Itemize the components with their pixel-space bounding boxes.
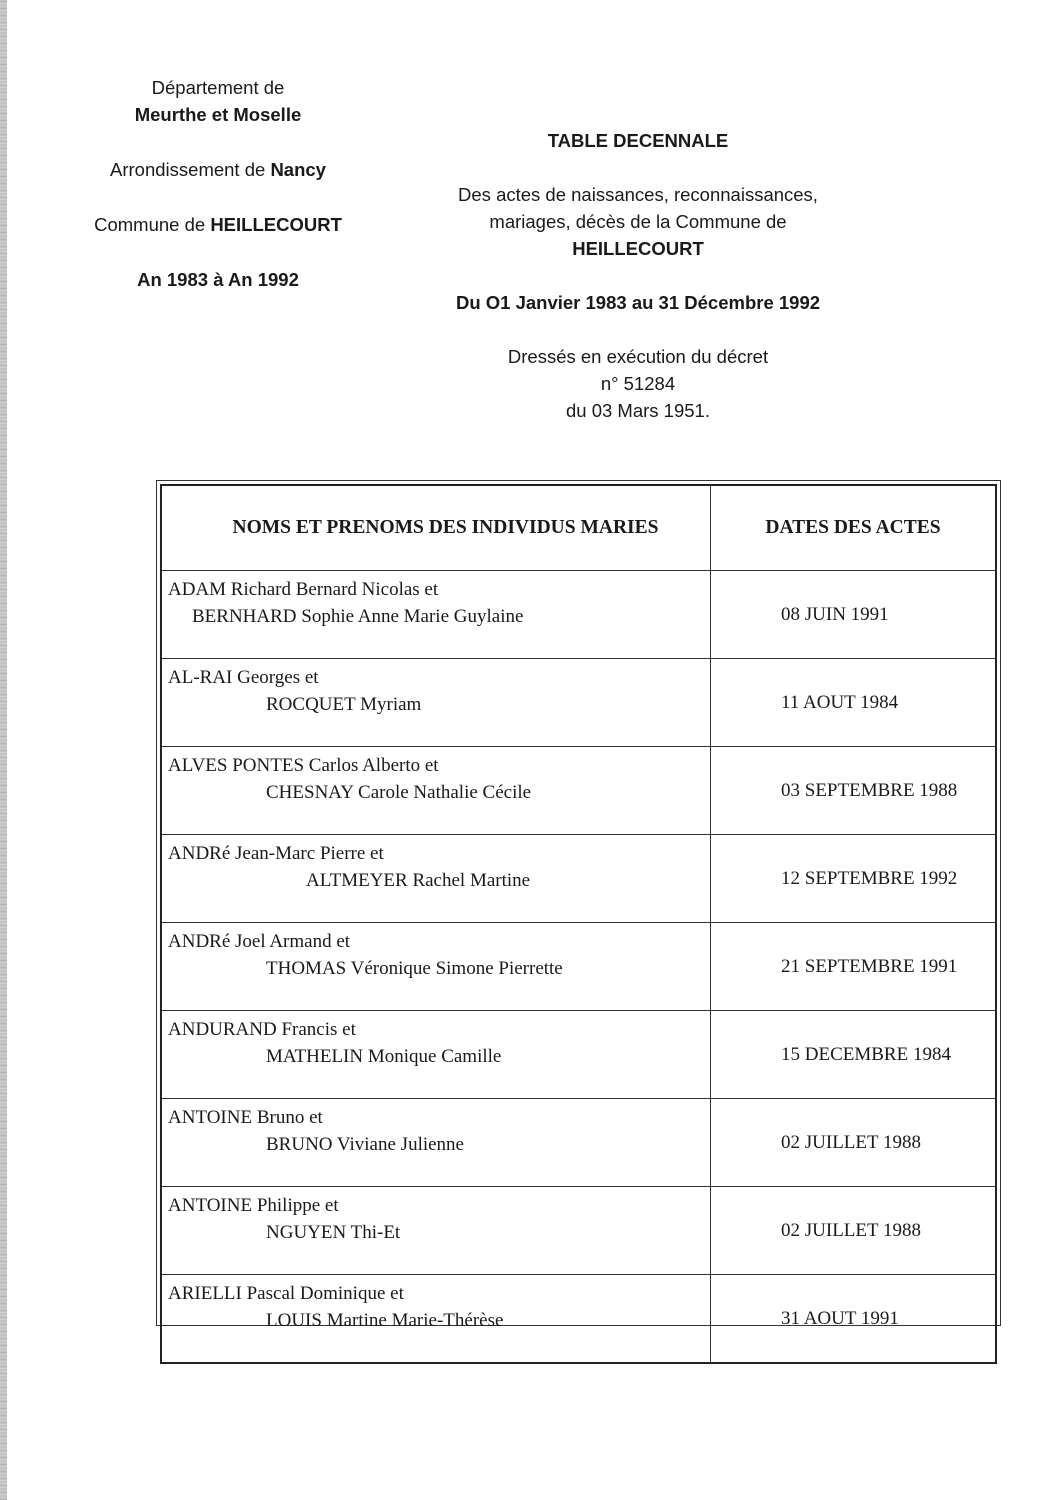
header-names: NOMS ET PRENOMS DES INDIVIDUS MARIES (161, 485, 711, 571)
spouse-1: ANDRé Jean-Marc Pierre et (168, 843, 384, 864)
table-row (161, 923, 996, 1011)
department-name: Meurthe et Moselle (134, 104, 302, 125)
date-cell: 03 SEPTEMBRE 1988 (711, 747, 997, 835)
arrondissement-name: Nancy (270, 159, 326, 180)
commune-title: HEILLECOURT (572, 238, 704, 259)
description-line-2: mariages, décès de la Commune de (489, 211, 787, 232)
names-cell (161, 571, 711, 659)
spouse-1: ALVES PONTES Carlos Alberto et (168, 755, 439, 776)
arrondissement-label: Arrondissement de (110, 159, 266, 180)
spouse-1: ANTOINE Philippe et (168, 1195, 339, 1216)
table-row (161, 1275, 996, 1364)
names-cell (161, 1099, 711, 1187)
right-header (420, 127, 856, 424)
names-cell (161, 747, 711, 835)
spouse-2: NGUYEN Thi-Et (266, 1222, 401, 1243)
table-row (161, 571, 996, 659)
spouse-1: ANTOINE Bruno et (168, 1107, 323, 1128)
date-cell: 08 JUIN 1991 (711, 571, 997, 659)
decree-line-3: du 03 Mars 1951. (566, 400, 710, 421)
years-range: An 1983 à An 1992 (137, 269, 299, 290)
spouse-2: BRUNO Viviane Julienne (266, 1134, 464, 1155)
spouse-2: ROCQUET Myriam (266, 694, 422, 715)
names-cell (161, 835, 711, 923)
document-title: TABLE DECENNALE (547, 130, 729, 151)
spouse-1: ARIELLI Pascal Dominique et (168, 1283, 404, 1304)
arrondissement-line (60, 156, 376, 183)
names-cell (161, 1275, 711, 1364)
spouse-1: ANDRé Joel Armand et (168, 931, 351, 952)
marriage-table (160, 484, 997, 1364)
date-cell: 02 JUILLET 1988 (711, 1187, 997, 1275)
commune-label: Commune de (94, 214, 206, 235)
date-cell: 02 JUILLET 1988 (711, 1099, 997, 1187)
date-cell: 21 SEPTEMBRE 1991 (711, 923, 997, 1011)
spouse-2: THOMAS Véronique Simone Pierrette (266, 958, 563, 979)
names-cell (161, 1187, 711, 1275)
spouse-2: MATHELIN Monique Camille (266, 1046, 502, 1067)
table-header-row (161, 485, 996, 571)
left-header (60, 74, 376, 293)
names-cell (161, 1011, 711, 1099)
department-label: Département de (151, 77, 285, 98)
date-cell: 15 DECEMBRE 1984 (711, 1011, 997, 1099)
spouse-2: BERNHARD Sophie Anne Marie Guylaine (192, 606, 524, 627)
date-cell: 31 AOUT 1991 (711, 1275, 997, 1364)
commune-name: HEILLECOURT (210, 214, 342, 235)
spouse-1: ADAM Richard Bernard Nicolas et (168, 579, 439, 600)
date-cell: 12 SEPTEMBRE 1992 (711, 835, 997, 923)
names-cell (161, 659, 711, 747)
spouse-1: ANDURAND Francis et (168, 1019, 356, 1040)
period: Du O1 Janvier 1983 au 31 Décembre 1992 (455, 292, 821, 313)
table-row (161, 747, 996, 835)
table-row (161, 1011, 996, 1099)
decree-line-2: n° 51284 (600, 373, 676, 394)
table-row (161, 835, 996, 923)
commune-line (60, 211, 376, 238)
spouse-2: LOUIS Martine Marie-Thérèse (266, 1310, 504, 1331)
date-cell: 11 AOUT 1984 (711, 659, 997, 747)
decree-line-1: Dressés en exécution du décret (507, 346, 769, 367)
spouse-2: CHESNAY Carole Nathalie Cécile (266, 782, 532, 803)
table-row (161, 1187, 996, 1275)
spouse-1: AL-RAI Georges et (168, 667, 319, 688)
table-row (161, 659, 996, 747)
marriage-table-frame (156, 480, 1001, 1331)
spouse-2: ALTMEYER Rachel Martine (306, 870, 531, 891)
description-line-1: Des actes de naissances, reconnaissances, (458, 184, 818, 205)
names-cell (161, 923, 711, 1011)
scan-edge (0, 0, 7, 1500)
table-row (161, 1099, 996, 1187)
header-dates: DATES DES ACTES (711, 485, 997, 571)
